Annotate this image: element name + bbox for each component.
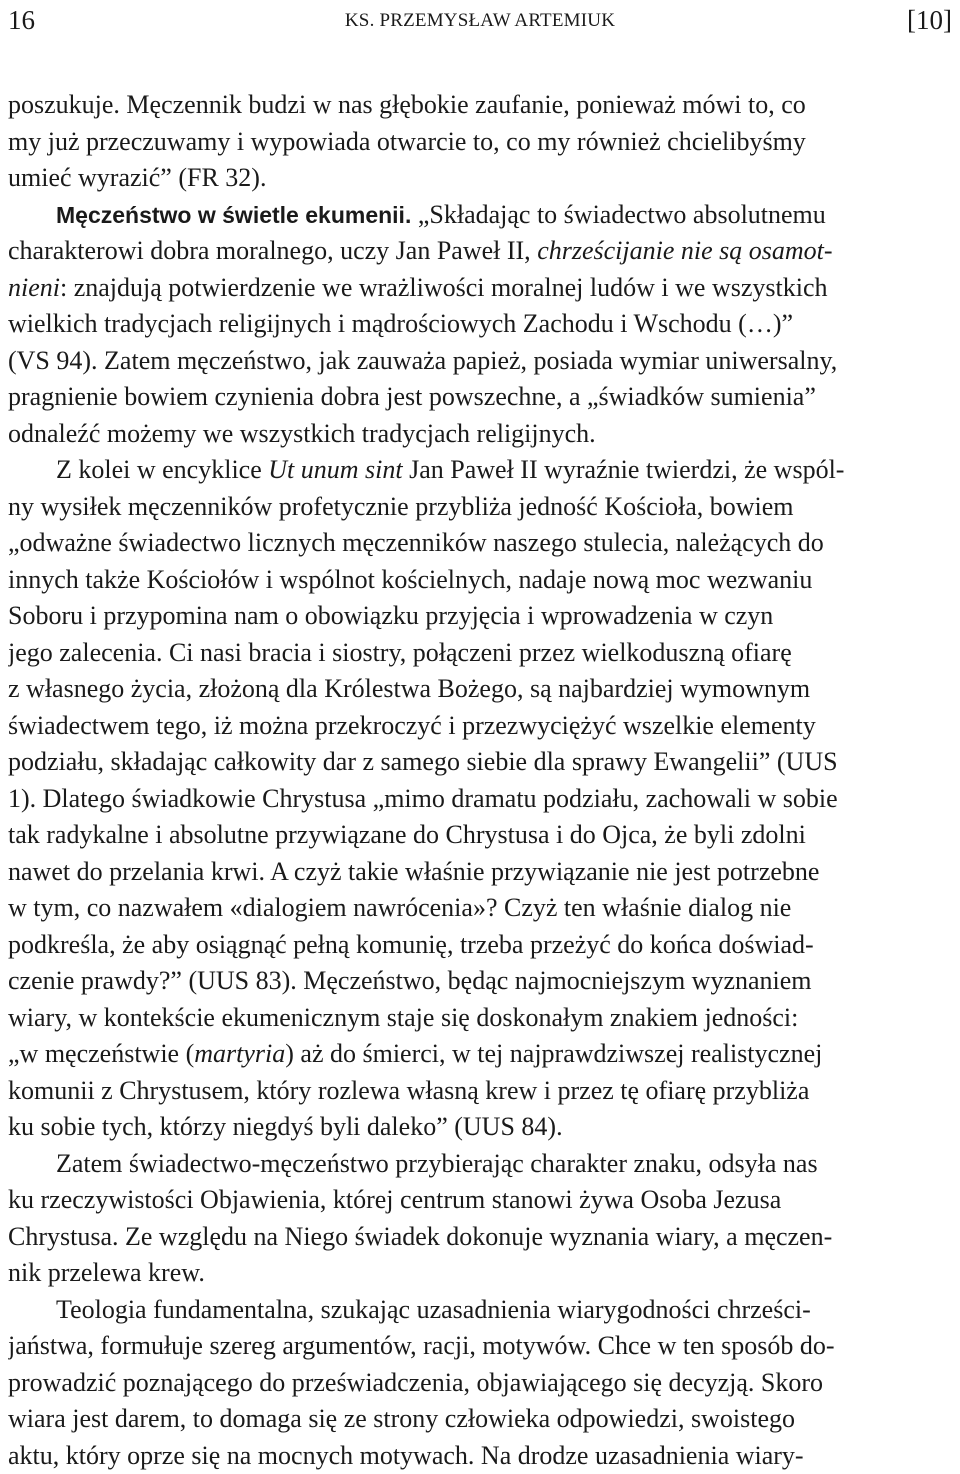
text-line: nik przelewa krew.: [8, 1255, 952, 1292]
running-head-author: KS. PRZEMYSŁAW ARTEMIUK: [8, 5, 952, 37]
text-line: jaństwa, formułuje szereg argumentów, racji, motywów. Chce w ten sposób do-: [8, 1328, 952, 1365]
text-line: Z kolei w encyklice Ut unum sint Jan Paweł II wyraźnie twierdzi, że wspól-: [8, 452, 952, 489]
text-line: Zatem świadectwo-męczeństwo przybierając charakter znaku, odsyła nas: [8, 1146, 952, 1183]
text-line: Soboru i przypomina nam o obowiązku przyjęcia i wprowadzenia w czyn: [8, 598, 952, 635]
text-line: prowadzić poznającego do przeświadczenia, objawiającego się decyzją. Skoro: [8, 1365, 952, 1402]
text-line: wiary, w kontekście ekumenicznym staje się doskonałym znakiem jedności:: [8, 1000, 952, 1037]
text-line: jego zalecenia. Ci nasi bracia i siostry, połączeni przez wielkoduszną ofiarę: [8, 635, 952, 672]
section-subheading: Męczeństwo w świetle ekumenii.: [56, 202, 411, 228]
text-line: odnaleźć możemy we wszystkich tradycjach religijnych.: [8, 416, 952, 453]
section-number: [10]: [907, 2, 952, 38]
text-line: Męczeństwo w świetle ekumenii. „Składając to świadectwo absolutnemu: [8, 197, 952, 234]
text-line: nieni: znajdują potwierdzenie we wrażliwości moralnej ludów i we wszystkich: [8, 270, 952, 307]
text-line: pragnienie bowiem czynienia dobra jest powszechne, a „świadków sumienia”: [8, 379, 952, 416]
text-line: poszukuje. Męczennik budzi w nas głębokie zaufanie, ponieważ mówi to, co: [8, 87, 952, 124]
text-line: ku sobie tych, którzy niegdyś byli daleko” (UUS 84).: [8, 1109, 952, 1146]
text-line: ku rzeczywistości Objawienia, której centrum stanowi żywa Osoba Jezusa: [8, 1182, 952, 1219]
text-line: 1). Dlatego świadkowie Chrystusa „mimo dramatu podziału, zachowali w sobie: [8, 781, 952, 818]
text-line: „odważne świadectwo licznych męczenników naszego stulecia, należących do: [8, 525, 952, 562]
text-line: nawet do przelania krwi. A czyż takie właśnie przywiązanie nie jest potrzebne: [8, 854, 952, 891]
text-line: czenie prawdy?” (UUS 83). Męczeństwo, będąc najmocniejszym wyznaniem: [8, 963, 952, 1000]
text-line: „w męczeństwie (martyria) aż do śmierci, w tej najprawdziwszej realistycznej: [8, 1036, 952, 1073]
text-line: w tym, co nazwałem «dialogiem nawrócenia»? Czyż ten właśnie dialog nie: [8, 890, 952, 927]
text-line: z własnego życia, złożoną dla Królestwa Bożego, są najbardziej wymownym: [8, 671, 952, 708]
text-line: innych także Kościołów i wspólnot kościelnych, nadaje nową moc wezwaniu: [8, 562, 952, 599]
text-line: podziału, składając całkowity dar z samego siebie dla sprawy Ewangelii” (UUS: [8, 744, 952, 781]
text-line: (VS 94). Zatem męczeństwo, jak zauważa papież, posiada wymiar uniwersalny,: [8, 343, 952, 380]
text-line: umieć wyrazić” (FR 32).: [8, 160, 952, 197]
text-line: Chrystusa. Ze względu na Niego świadek dokonuje wyznania wiary, a męczen-: [8, 1219, 952, 1256]
text-line: wielkich tradycjach religijnych i mądrościowych Zachodu i Wschodu (…)”: [8, 306, 952, 343]
text-line: świadectwem tego, iż można przekroczyć i przezwyciężyć wszelkie elementy: [8, 708, 952, 745]
text-line: aktu, który oprze się na mocnych motywach. Na drodze uzasadnienia wiary-: [8, 1438, 952, 1474]
text-line: wiara jest darem, to domaga się ze strony człowieka odpowiedzi, swoistego: [8, 1401, 952, 1438]
text-line: podkreśla, że aby osiągnąć pełną komunię, trzeba przeżyć do końca doświad-: [8, 927, 952, 964]
text-line: ny wysiłek męczenników profetycznie przybliża jedność Kościoła, bowiem: [8, 489, 952, 526]
text-line: komunii z Chrystusem, który rozlewa własną krew i przez tę ofiarę przybliża: [8, 1073, 952, 1110]
body-text: [8, 87, 952, 1474]
running-header: [8, 2, 952, 38]
text-line: tak radykalne i absolutne przywiązane do Chrystusa i do Ojca, że byli zdolni: [8, 817, 952, 854]
page-number: 16: [8, 2, 35, 38]
text-line: my już przeczuwamy i wypowiada otwarcie to, co my również chcielibyśmy: [8, 124, 952, 161]
text-line: Teologia fundamentalna, szukając uzasadnienia wiarygodności chrześci-: [8, 1292, 952, 1329]
text-line: charakterowi dobra moralnego, uczy Jan Paweł II, chrześcijanie nie są osamot-: [8, 233, 952, 270]
